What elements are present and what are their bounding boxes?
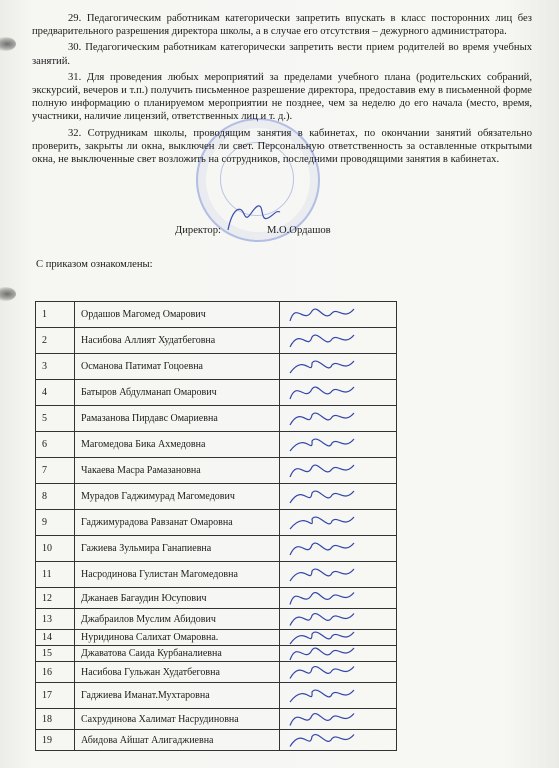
row-number: 13 bbox=[36, 609, 75, 630]
staff-name: Магомедова Бика Ахмедовна bbox=[75, 432, 280, 458]
director-name: М.О.Ордашов bbox=[266, 225, 331, 236]
staff-name: Гаджиева Иманат.Мухтаровна bbox=[75, 683, 280, 709]
row-number: 7 bbox=[36, 458, 75, 484]
staff-name: Насибова Гульжан Худатбеговна bbox=[75, 662, 280, 683]
row-number: 9 bbox=[36, 510, 75, 536]
row-number: 11 bbox=[36, 562, 75, 588]
staff-name: Гаджимурадова Равзанат Омаровна bbox=[75, 510, 280, 536]
director-label: Директор: bbox=[175, 225, 221, 236]
row-number: 17 bbox=[36, 683, 75, 709]
staff-name: Османова Патимат Гоцоевна bbox=[75, 354, 280, 380]
staff-name: Мурадов Гаджимурад Магомедович bbox=[75, 484, 280, 510]
staff-name: Абидова Айшат Алигаджиевна bbox=[75, 730, 280, 751]
staff-name: Насродинова Гулистан Магомедовна bbox=[75, 562, 280, 588]
staff-name: Джаватова Саида Курбаналиевна bbox=[75, 646, 280, 662]
row-number: 14 bbox=[36, 630, 75, 646]
row-number: 3 bbox=[36, 354, 75, 380]
order-text bbox=[32, 12, 532, 169]
row-number: 16 bbox=[36, 662, 75, 683]
paragraph-29: 29. Педагогическим работникам категорически запретить впускать в класс посторонних лиц без предварительного разрешения директора школы, а в случае его отсутствия – дежурного администратора. bbox=[32, 13, 532, 38]
paragraph-30: 30. Педагогическим работникам категорически запретить вести прием родителей во время учебных занятий. bbox=[32, 42, 532, 67]
acknowledged-label: С приказом ознакомлены: bbox=[36, 259, 153, 270]
punch-hole bbox=[0, 287, 16, 301]
handwritten-signature bbox=[288, 726, 358, 755]
staff-signature-table bbox=[35, 301, 397, 751]
row-number: 18 bbox=[36, 709, 75, 730]
row-number: 2 bbox=[36, 328, 75, 354]
row-number: 4 bbox=[36, 380, 75, 406]
signature-cell bbox=[280, 730, 397, 751]
staff-name: Батыров Абдулманап Омарович bbox=[75, 380, 280, 406]
table-row bbox=[36, 730, 397, 751]
staff-name: Ордашов Магомед Омарович bbox=[75, 302, 280, 328]
punch-hole bbox=[0, 37, 16, 51]
row-number: 10 bbox=[36, 536, 75, 562]
paragraph-32: 32. Сотрудникам школы, проводящим занятия в кабинетах, по окончании занятий обязательно проверить, закрыты ли окна, выключен ли свет. Персональную ответственность за оставленные открытыми окна, не выключенные свет возложить на сотрудников, последними проводящими занятия в кабинетах. bbox=[32, 127, 532, 166]
row-number: 6 bbox=[36, 432, 75, 458]
staff-name: Нуридинова Салихат Омаровна. bbox=[75, 630, 280, 646]
staff-name: Сахрудинова Халимат Насрудиновна bbox=[75, 709, 280, 730]
row-number: 12 bbox=[36, 588, 75, 609]
staff-name: Насибова Аллият Худатбеговна bbox=[75, 328, 280, 354]
staff-name: Чакаева Масра Рамазановна bbox=[75, 458, 280, 484]
staff-name: Джабраилов Муслим Абидович bbox=[75, 609, 280, 630]
row-number: 8 bbox=[36, 484, 75, 510]
row-number: 1 bbox=[36, 302, 75, 328]
staff-name: Гажиева Зульмира Ганапиевна bbox=[75, 536, 280, 562]
staff-name: Джанаев Багаудин Юсупович bbox=[75, 588, 280, 609]
row-number: 15 bbox=[36, 646, 75, 662]
staff-name: Рамазанова Пирдавс Омариевна bbox=[75, 406, 280, 432]
director-signature-line bbox=[175, 225, 331, 236]
row-number: 19 bbox=[36, 730, 75, 751]
row-number: 5 bbox=[36, 406, 75, 432]
paragraph-31: 31. Для проведения любых мероприятий за пределами учебного плана (родительских собраний, экскурсий, вечеров и т.п.) получить письменное разрешение директора, предоставив ему в письменной форме полную информацию о планируемом мероприятии не позднее, чем за неделю до его начала (место, время, участники, наличие лицензий, ответственных лиц и т. д.). bbox=[32, 71, 532, 123]
